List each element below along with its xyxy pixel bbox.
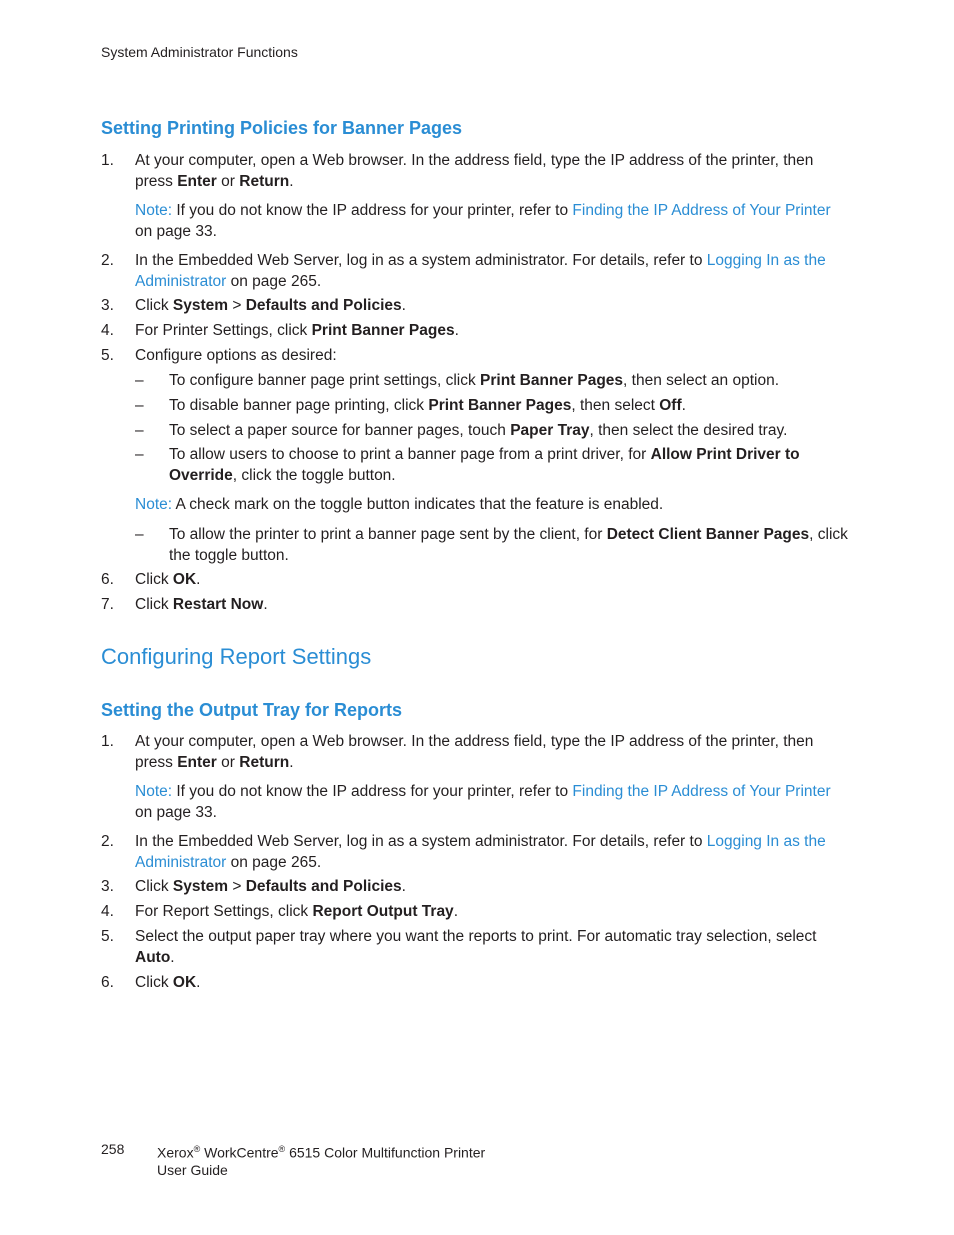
section-title-report-settings: Configuring Report Settings (101, 644, 372, 669)
step-number: 5. (101, 928, 114, 945)
step-text: At your computer, open a Web browser. In the address field, type the IP address of the printer, then press Enter or Return. (135, 152, 814, 190)
link-logging-in[interactable]: Logging In as the Administrator (135, 252, 826, 290)
bullet-dash: – (135, 526, 144, 543)
step-text: For Printer Settings, click Print Banner Pages. (135, 322, 459, 339)
bullet-dash: – (135, 397, 144, 414)
bullet-text: To configure banner page print settings, click Print Banner Pages, then select an option. (169, 372, 780, 389)
page-number: 258 (101, 1141, 125, 1157)
bullet-dash: – (135, 446, 144, 463)
step-number: 1. (101, 733, 114, 750)
step-text: Click System > Defaults and Policies. (135, 297, 406, 314)
section-heading-banner-pages: Setting Printing Policies for Banner Pages (101, 118, 463, 138)
bullet-dash: – (135, 422, 144, 439)
product-name: Xerox® WorkCentre® 6515 Color Multifunction Printer (157, 1144, 486, 1161)
step-number: 3. (101, 878, 114, 895)
step-text: For Report Settings, click Report Output Tray. (135, 903, 458, 920)
step-text: Click OK. (135, 974, 201, 991)
step-number: 4. (101, 322, 114, 339)
running-head: System Administrator Functions (101, 44, 298, 60)
step-number: 5. (101, 347, 114, 364)
link-finding-ip[interactable]: Finding the IP Address of Your Printer (572, 202, 831, 219)
step-number: 2. (101, 252, 114, 269)
step-number: 6. (101, 571, 114, 588)
note: Note: If you do not know the IP address for your printer, refer to Finding the IP Address of Your Printer on page 33. (135, 783, 831, 821)
step-text: Click System > Defaults and Policies. (135, 878, 406, 895)
step-text: Select the output paper tray where you want the reports to print. For automatic tray selection, select Auto. (135, 928, 817, 966)
step-number: 6. (101, 974, 114, 991)
section-heading-output-tray: Setting the Output Tray for Reports (101, 700, 403, 720)
link-finding-ip[interactable]: Finding the IP Address of Your Printer (572, 783, 831, 800)
step-text: In the Embedded Web Server, log in as a system administrator. For details, refer to Logging In as the Administrator on page 265. (135, 252, 826, 290)
link-logging-in[interactable]: Logging In as the Administrator (135, 833, 826, 871)
bullet-text: To allow the printer to print a banner page sent by the client, for Detect Client Banner Pages, click the toggle button. (169, 526, 848, 564)
note: Note: If you do not know the IP address for your printer, refer to Finding the IP Address of Your Printer on page 33. (135, 202, 831, 240)
step-text: Click Restart Now. (135, 596, 268, 613)
step-number: 1. (101, 152, 114, 169)
note: Note: A check mark on the toggle button indicates that the feature is enabled. (135, 496, 664, 513)
step-text: In the Embedded Web Server, log in as a system administrator. For details, refer to Logging In as the Administrator on page 265. (135, 833, 826, 871)
step-number: 2. (101, 833, 114, 850)
bullet-text: To select a paper source for banner pages, touch Paper Tray, then select the desired tray. (169, 422, 788, 439)
bullet-text: To allow users to choose to print a banner page from a print driver, for Allow Print Driver to Override, click the toggle button. (169, 446, 800, 484)
footer-product (157, 1141, 485, 1179)
step-number: 7. (101, 596, 114, 613)
step-text: At your computer, open a Web browser. In the address field, type the IP address of the printer, then press Enter or Return. (135, 733, 814, 771)
bullet-text: To disable banner page printing, click Print Banner Pages, then select Off. (169, 397, 686, 414)
step-number: 3. (101, 297, 114, 314)
note-label: Note: (135, 496, 173, 513)
note-label: Note: (135, 783, 173, 800)
doc-type: User Guide (157, 1161, 228, 1178)
step-number: 4. (101, 903, 114, 920)
step-text: Click OK. (135, 571, 201, 588)
bullet-dash: – (135, 372, 144, 389)
step-text: Configure options as desired: (135, 347, 337, 364)
note-label: Note: (135, 202, 173, 219)
